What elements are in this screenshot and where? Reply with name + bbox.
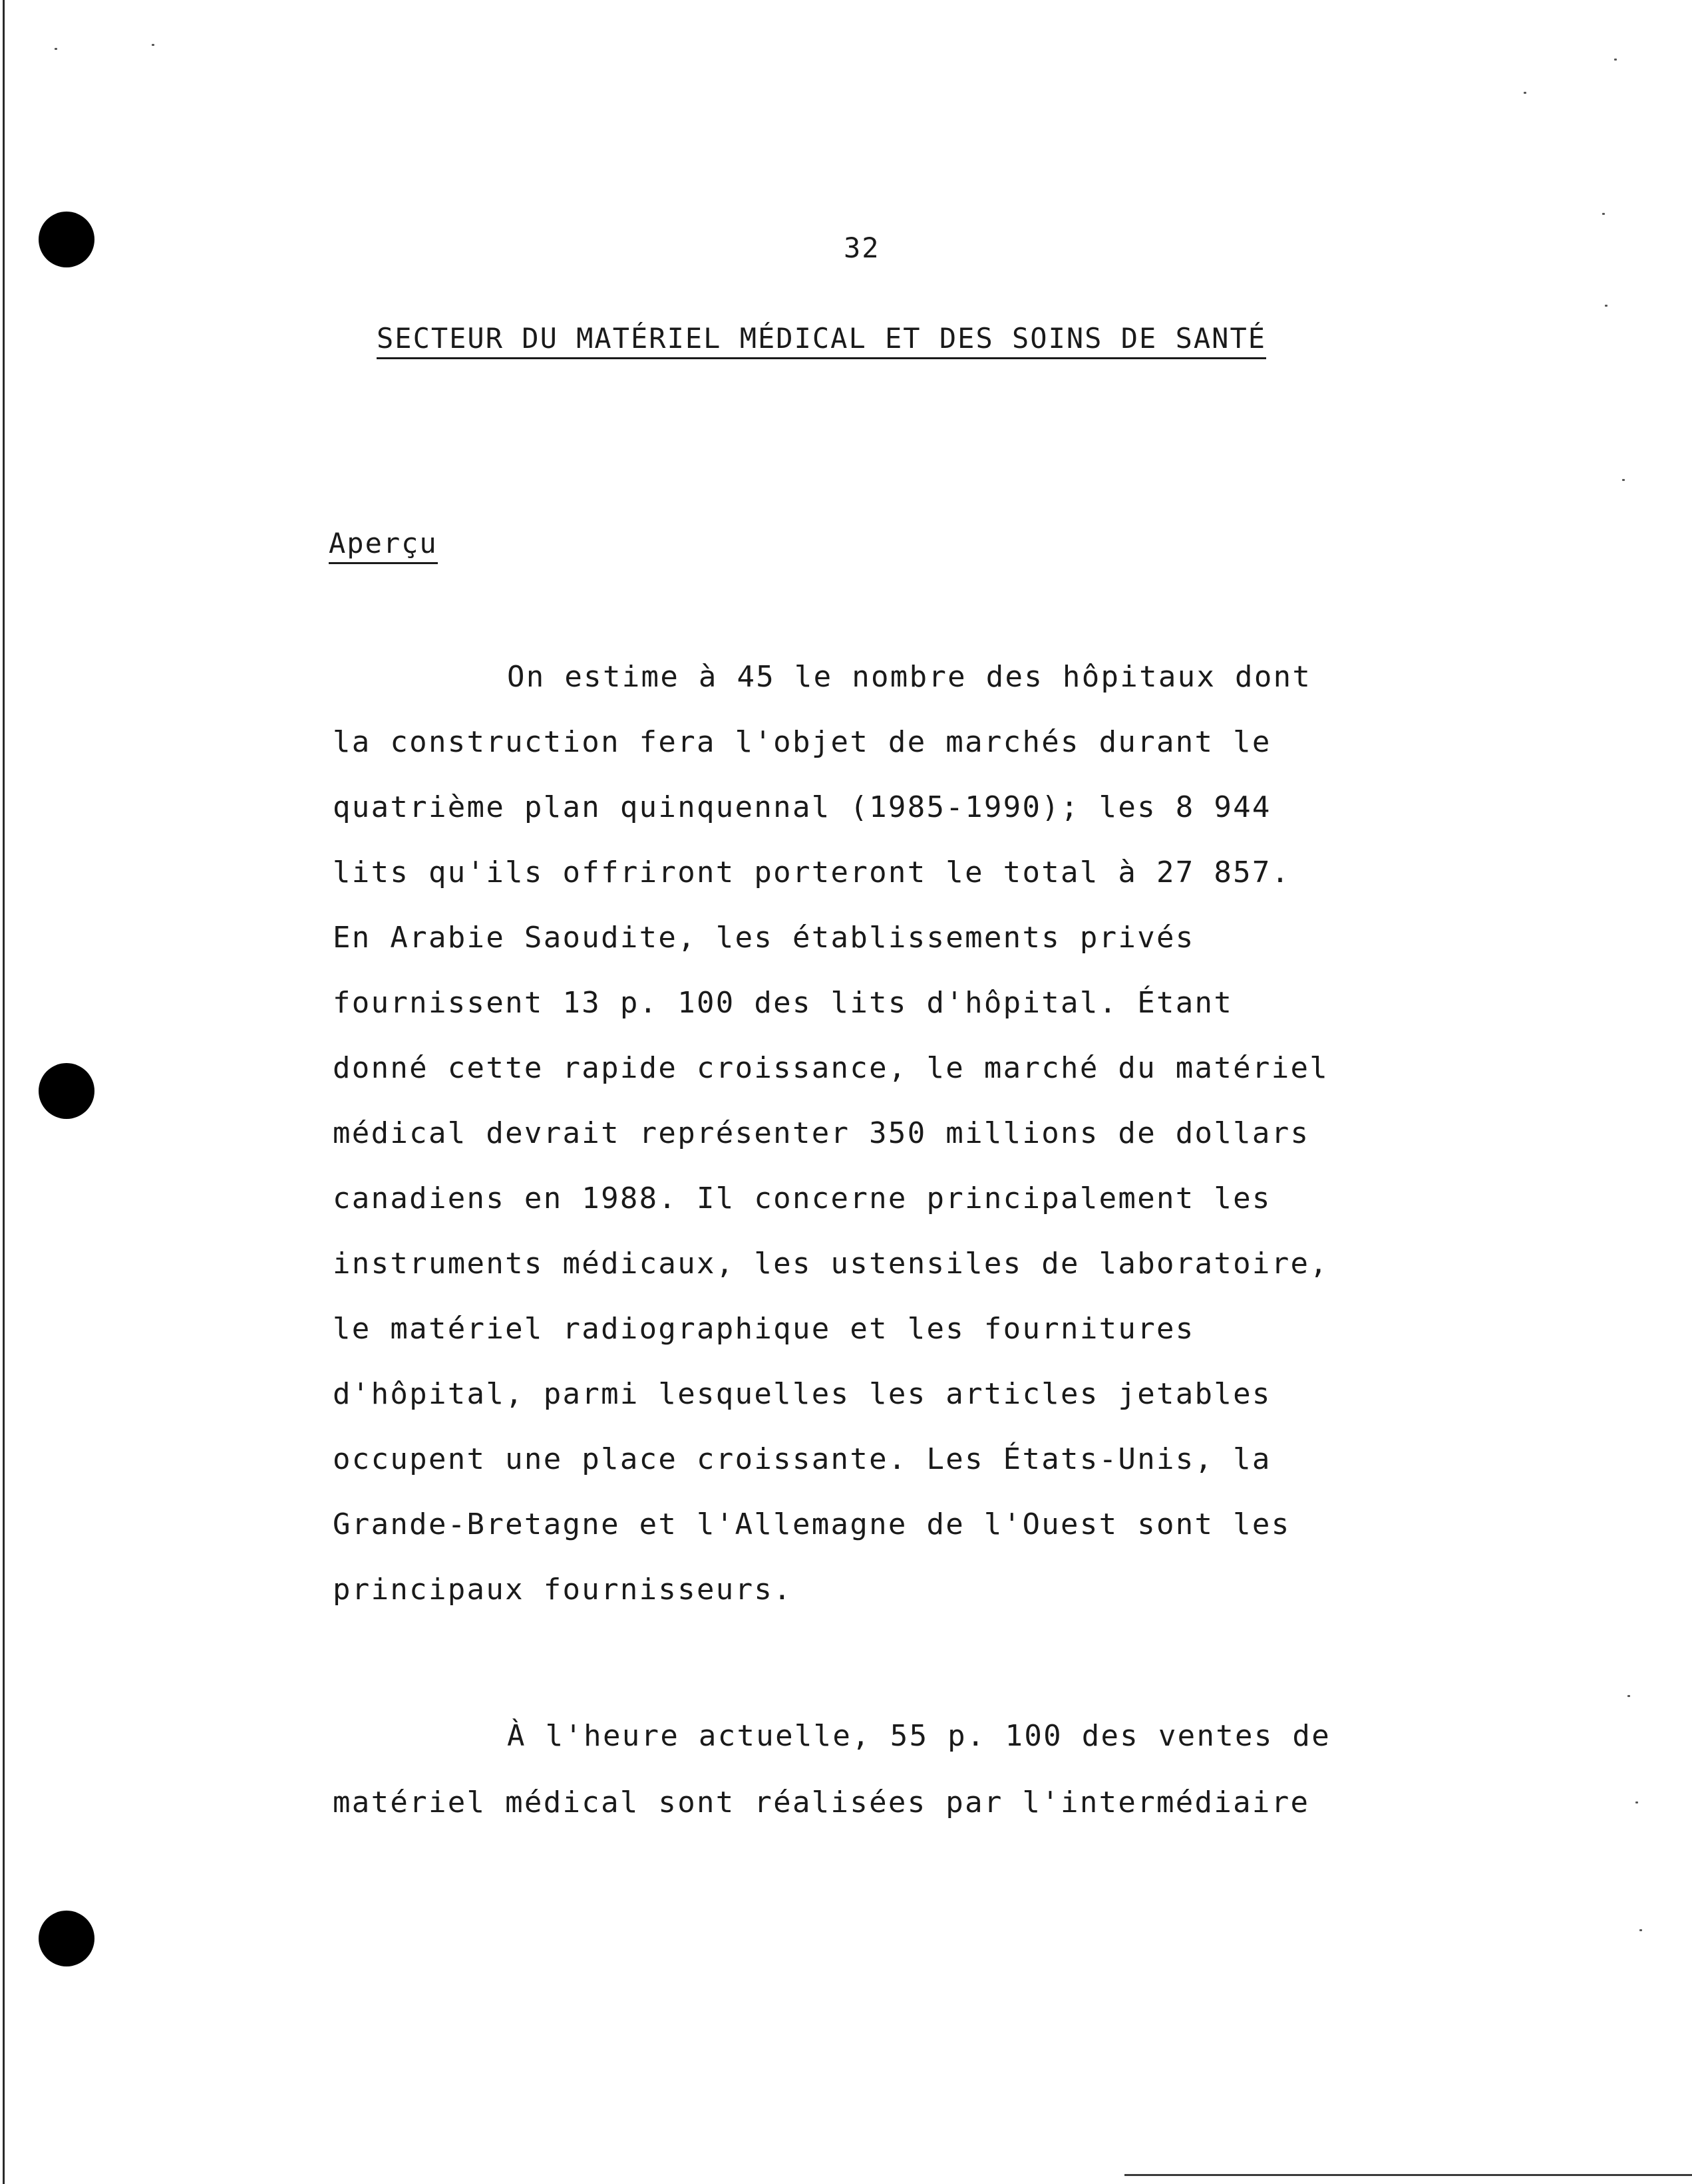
- punch-hole-bottom: [39, 1911, 94, 1966]
- text-line: la construction fera l'objet de marchés durant le: [333, 725, 1271, 759]
- scan-speck: [1635, 1801, 1638, 1803]
- text-line: matériel médical sont réalisées par l'intermédiaire: [333, 1786, 1310, 1819]
- scan-speck: [1622, 479, 1625, 481]
- scan-speck: [55, 48, 57, 50]
- text-line: On estime à 45 le nombre des hôpitaux dont: [507, 660, 1312, 694]
- text-line: donné cette rapide croissance, le marché du matériel: [333, 1051, 1329, 1085]
- text-line: instruments médicaux, les ustensiles de laboratoire,: [333, 1247, 1329, 1281]
- scan-speck: [1627, 1695, 1630, 1697]
- section-title: SECTEUR DU MATÉRIEL MÉDICAL ET DES SOINS DE SANTÉ: [377, 322, 1266, 359]
- punch-hole-middle: [39, 1063, 94, 1119]
- scan-speck: [1602, 213, 1605, 215]
- text-line: quatrième plan quinquennal (1985-1990); les 8 944: [333, 790, 1271, 824]
- page-number: 32: [844, 232, 880, 264]
- punch-hole-top: [39, 212, 94, 267]
- scan-speck: [1524, 92, 1526, 94]
- text-line: fournissent 13 p. 100 des lits d'hôpital. Étant: [333, 986, 1234, 1020]
- text-line: En Arabie Saoudite, les établissements privés: [333, 921, 1195, 955]
- text-line: canadiens en 1988. Il concerne principalement les: [333, 1181, 1271, 1215]
- text-line: lits qu'ils offriront porteront le total à 27 857.: [333, 856, 1291, 889]
- scan-speck: [1605, 305, 1607, 307]
- text-line: d'hôpital, parmi lesquelles les articles jetables: [333, 1377, 1271, 1411]
- subsection-heading: Aperçu: [329, 527, 438, 564]
- scan-speck: [1614, 59, 1617, 61]
- text-line: À l'heure actuelle, 55 p. 100 des ventes de: [507, 1719, 1331, 1753]
- text-line: le matériel radiographique et les fournitures: [333, 1312, 1195, 1346]
- text-line: principaux fournisseurs.: [333, 1573, 792, 1607]
- scan-speck: [1639, 1929, 1642, 1931]
- page-left-edge: [3, 0, 5, 2184]
- text-line: occupent une place croissante. Les États-Unis, la: [333, 1442, 1271, 1476]
- bottom-scan-rule: [1124, 2174, 1692, 2176]
- scan-speck: [152, 44, 154, 46]
- text-line: Grande-Bretagne et l'Allemagne de l'Ouest sont les: [333, 1507, 1291, 1541]
- text-line: médical devrait représenter 350 millions de dollars: [333, 1116, 1310, 1150]
